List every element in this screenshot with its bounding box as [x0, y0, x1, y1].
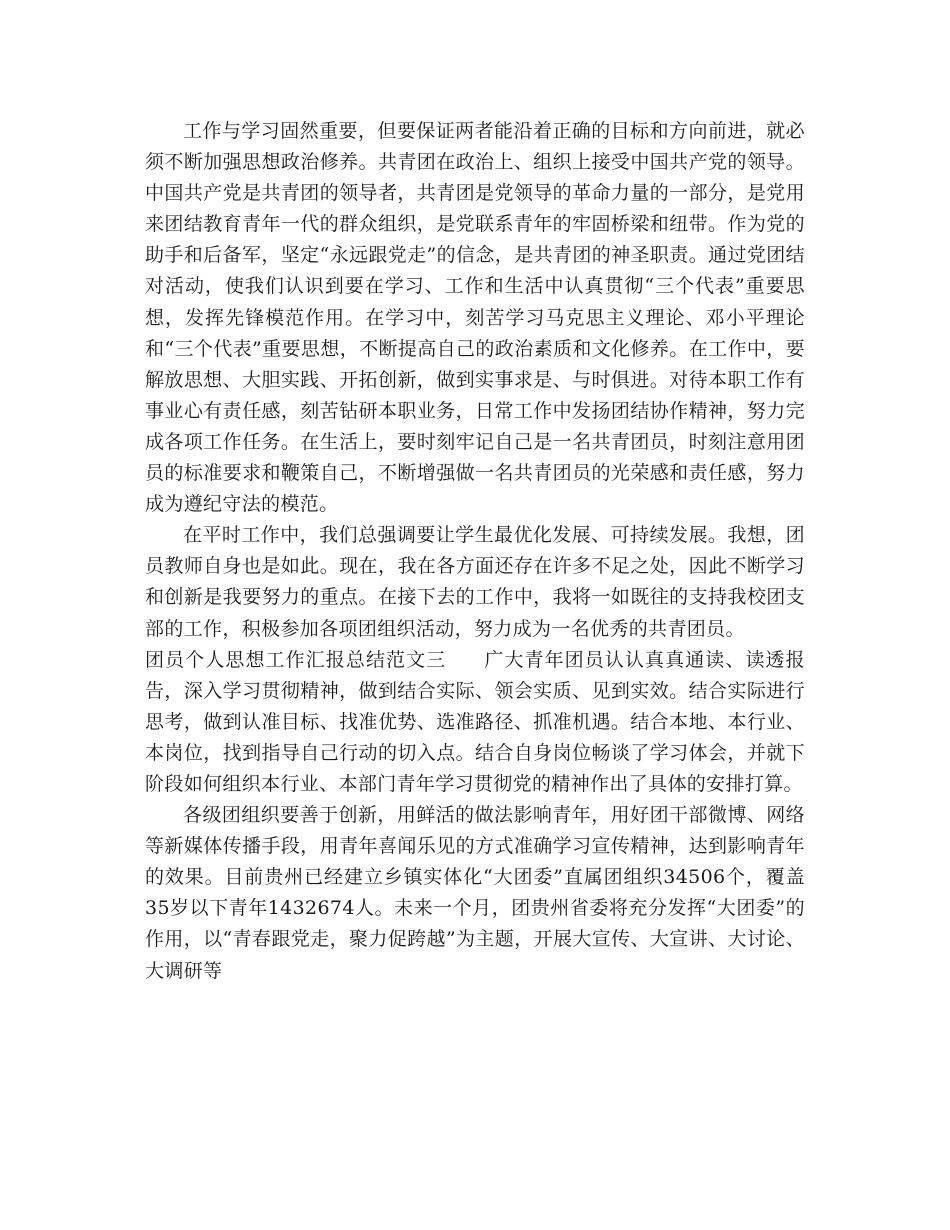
paragraph-political-cultivation: 工作与学习固然重要，但要保证两者能沿着正确的目标和方向前进，就必须不断加强思想政治修养。共青团在政治上、组织上接受中国共产党的领导。中国共产党是共青团的领导者，共青团是党领导的革命力量的一部分，是党用来团结教育青年一代的群众组织，是党联系青年的牢固桥梁和纽带。作为党的助手和后备军，坚定“永远跟党走”的信念，是共青团的神圣职责。通过党团结对活动，使我们认识到要在学习、工作和生活中认真贯彻“三个代表”重要思想，发挥先锋模范作用。在学习中，刻苦学习马克思主义理论、邓小平理论和“三个代表”重要思想，不断提高自己的政治素质和文化修养。在工作中，要解放思想、大胆实践、开拓创新，做到实事求是、与时俱进。对待本职工作有事业心有责任感，刻苦钻研本职业务，日常工作中发扬团结协作精神，努力完成各项工作任务。在生活上，要时刻牢记自己是一名共青团员，时刻注意用团员的标准要求和鞭策自己，不断增强做一名共青团员的光荣感和责任感，努力成为遵纪守法的模范。 — [145, 120, 805, 516]
section-heading: 团员个人思想工作汇报总结范文三 — [145, 648, 447, 671]
paragraph-innovation: 各级团组织要善于创新，用鲜活的做法影响青年，用好团干部微博、网络等新媒体传播手段，用青年喜闻乐见的方式准确学习宣传精神，达到影响青年的效果。目前贵州已经建立乡镇实体化“大团委”直属团组织34506个，覆盖35岁以下青年1432674人。未来一个月，团贵州省委将充分发挥“大团委”的作用，以“青春跟党走，聚力促跨越”为主题，开展大宣传、大宣讲、大讨论、大调研等 — [145, 804, 805, 982]
paragraph-study-report: 广大青年团员认认真真通读、读透报告，深入学习贯彻精神，做到结合实际、领会实质、见到实效。结合实际进行思考，做到认准目标、找准优势、选准路径、抓准机遇。结合本地、本行业、本岗位，找到指导自己行动的切入点。结合自身岗位畅谈了学习体会，并就下阶段如何组织本行业、本部门青年学习贯彻党的精神作出了具体的安排打算。 — [145, 648, 805, 795]
paragraph-teacher-development: 在平时工作中，我们总强调要让学生最优化发展、可持续发展。我想，团员教师自身也是如此。现在，我在各方面还存在许多不足之处，因此不断学习和创新是我要努力的重点。在接下去的工作中，我将一如既往的支持我校团支部的工作，积极参加各项团组织活动，努力成为一名优秀的共青团员。 — [145, 524, 805, 640]
paragraph-section-three — [145, 645, 805, 800]
document-body — [145, 116, 805, 987]
